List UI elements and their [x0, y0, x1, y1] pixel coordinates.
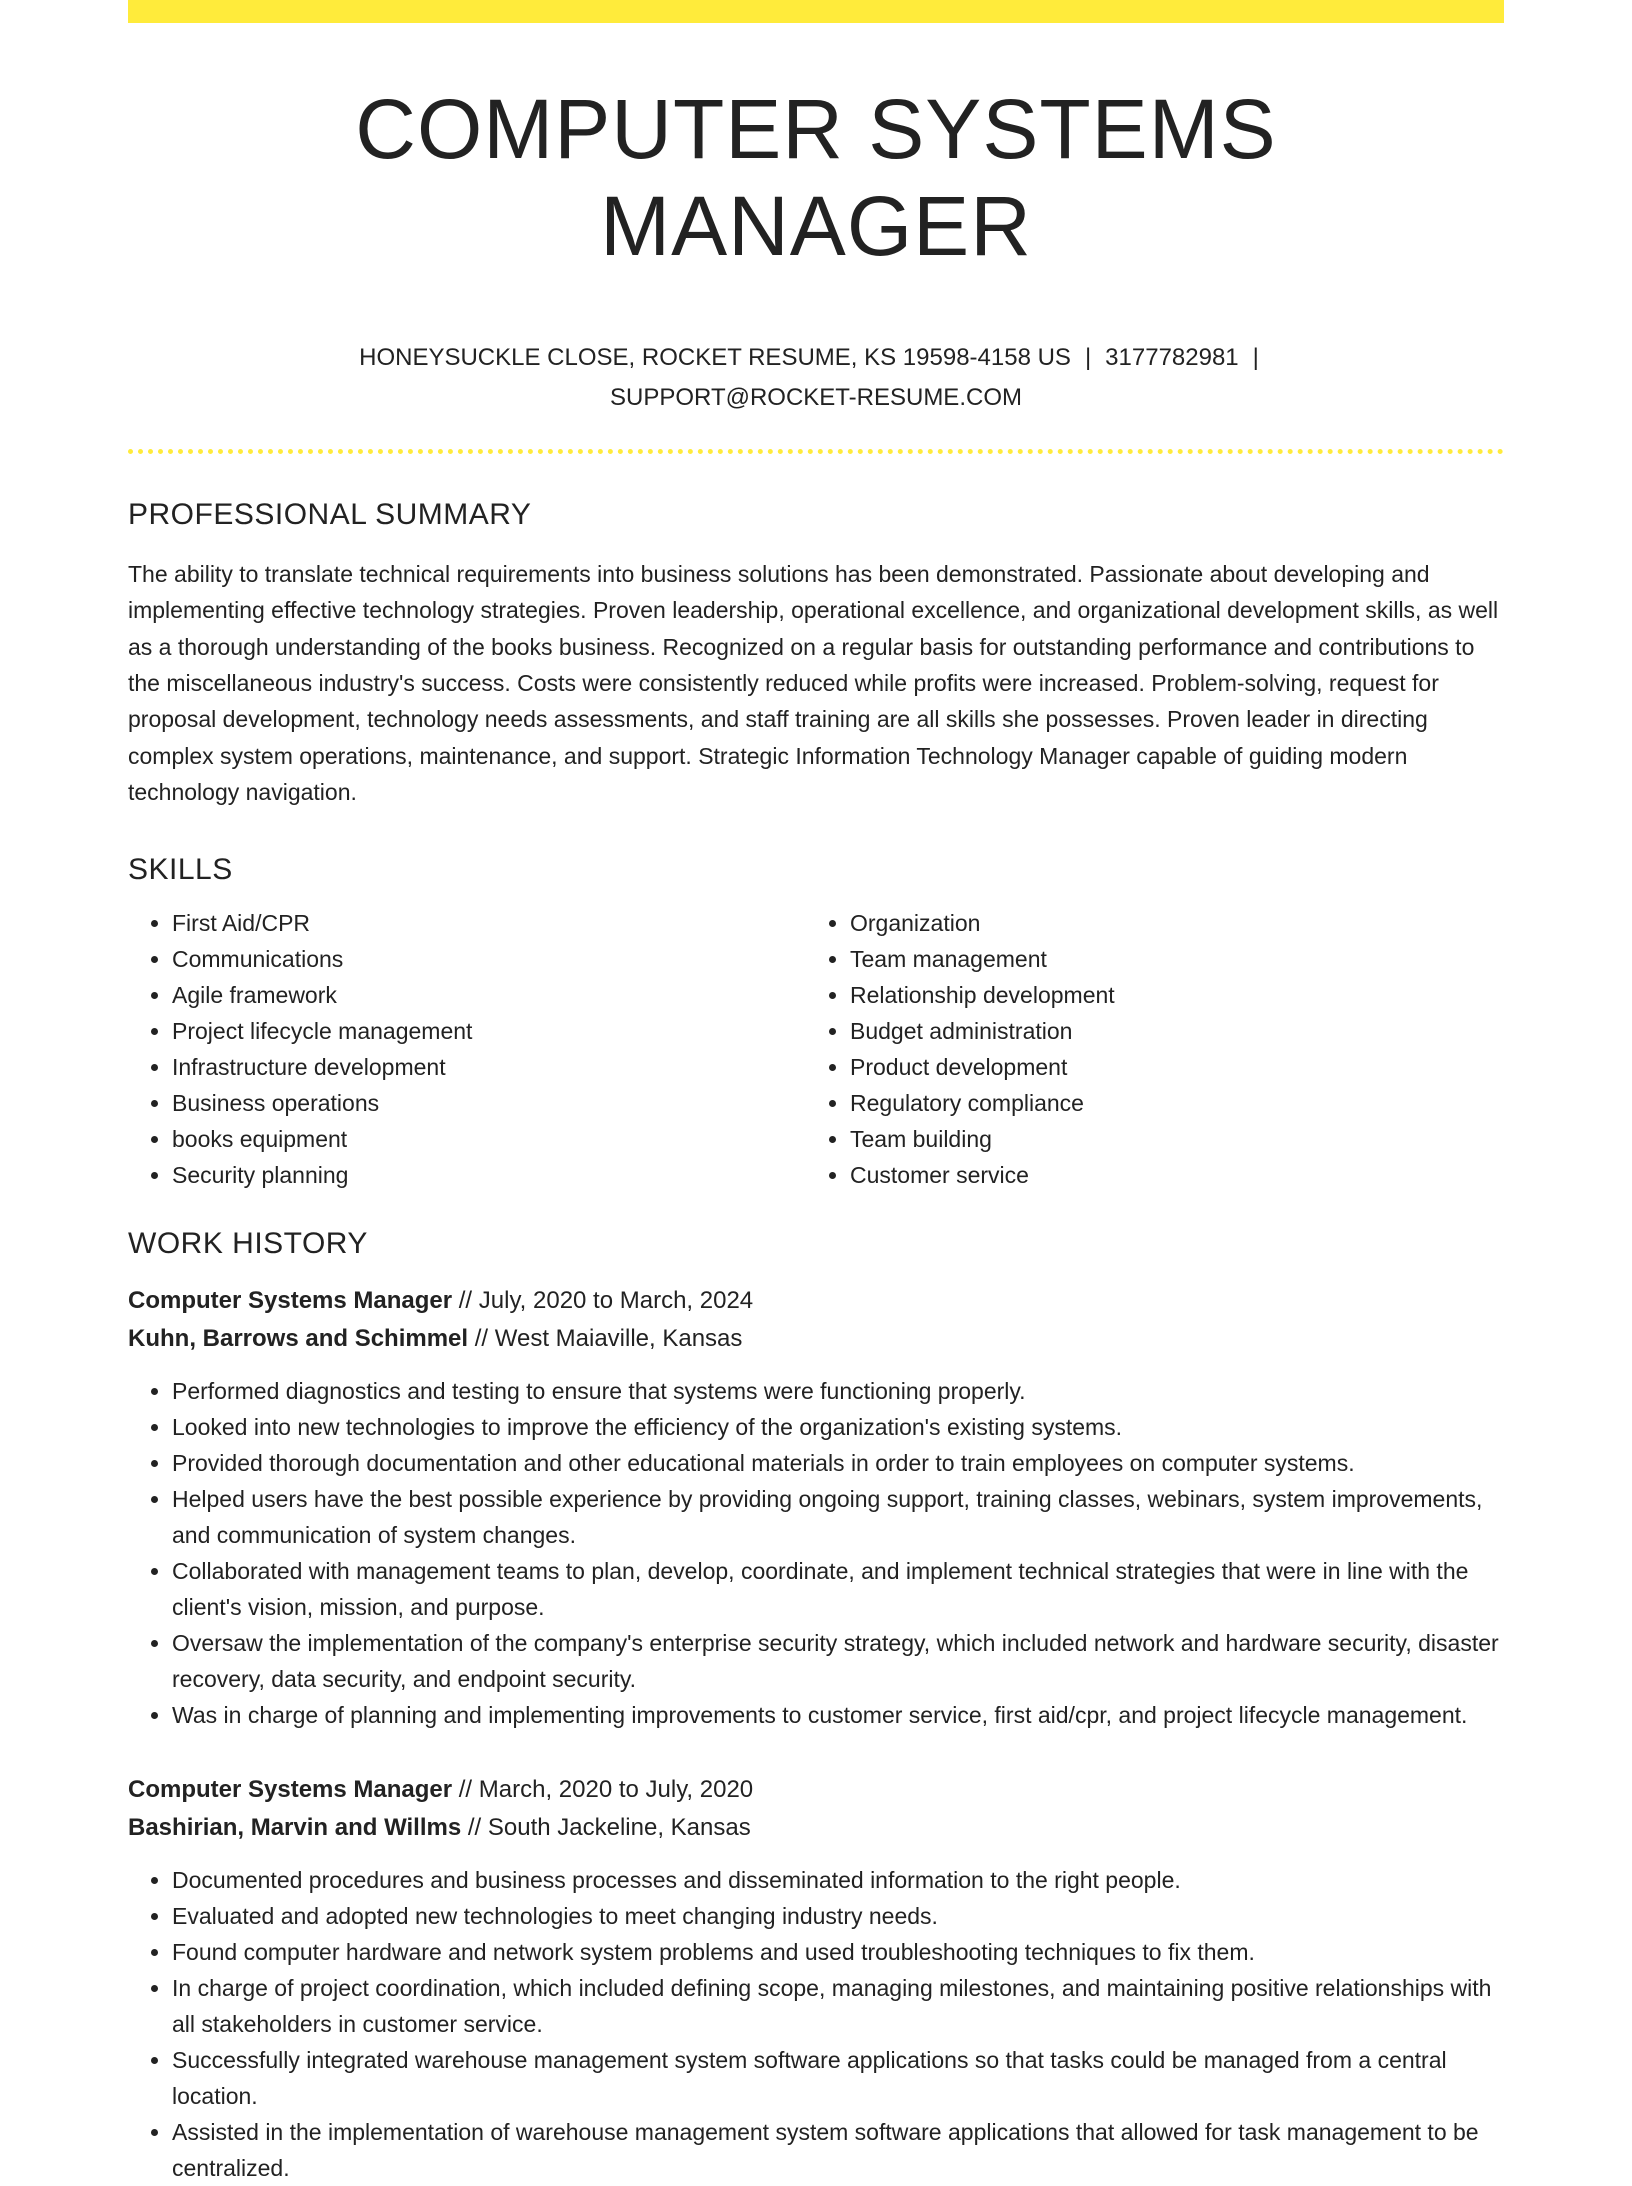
dotted-divider	[128, 449, 1504, 454]
section-title-skills: SKILLS	[128, 853, 233, 887]
job-bullet: • Found computer hardware and network system problems and used troubleshooting techniques to fix them.	[172, 1934, 1504, 1970]
skill-item: • Communications	[172, 941, 806, 977]
job-bullet: • Provided thorough documentation and other educational materials in order to train employees on computer systems.	[172, 1445, 1504, 1481]
job-location: // South Jackeline, Kansas	[461, 1814, 751, 1842]
job-dates: // July, 2020 to March, 2024	[452, 1287, 754, 1315]
job-bullet: • Collaborated with management teams to plan, develop, coordinate, and implement technical strategies that were in line with the client's vision, mission, and purpose.	[172, 1553, 1504, 1625]
job-dates: // March, 2020 to July, 2020	[452, 1776, 754, 1804]
contact-separator: |	[1084, 344, 1092, 372]
skill-item: • Team building	[850, 1121, 1484, 1157]
job-bullet: • Performed diagnostics and testing to ensure that systems were functioning properly.	[172, 1373, 1504, 1409]
skill-item: • Agile framework	[172, 977, 806, 1013]
job-bullets	[128, 1373, 1504, 1733]
contact-phone: 3177782981	[1105, 344, 1239, 372]
section-title-summary: PROFESSIONAL SUMMARY	[128, 498, 532, 532]
skill-item: • Customer service	[850, 1157, 1484, 1193]
skill-item: • Relationship development	[850, 977, 1484, 1013]
job-bullet: • Evaluated and adopted new technologies to meet changing industry needs.	[172, 1898, 1504, 1934]
candidate-name: COMPUTER SYSTEMS MANAGER	[355, 82, 1277, 273]
skill-item: • Organization	[850, 905, 1484, 941]
skill-item: • Business operations	[172, 1085, 806, 1121]
skills-column-right	[806, 905, 1484, 1193]
job-company-line	[128, 1809, 1504, 1847]
job-company-line	[128, 1320, 1504, 1358]
skill-item: • Project lifecycle management	[172, 1013, 806, 1049]
job-bullets	[128, 1862, 1504, 2186]
summary-text: The ability to translate technical requirements into business solutions has been demonstrated. Passionate about developing and implementing effective technology strategies. Proven leadership, operational excellence, and organizational development skills, as well as a thorough understanding of the books business. Recognized on a regular basis for outstanding performance and contributions to the miscellaneous industry's success. Costs were consistently reduced while profits were increased. Problem-solving, request for proposal development, technology needs assessments, and staff training are all skills she possesses. Proven leader in directing complex system operations, maintenance, and support. Strategic Information Technology Manager capable of guiding modern technology navigation.	[128, 561, 1499, 805]
job-title: Computer Systems Manager	[128, 1287, 453, 1315]
accent-top-bar	[128, 0, 1504, 23]
contact-address: HONEYSUCKLE CLOSE, ROCKET RESUME, KS 19598-4158 US	[359, 344, 1071, 372]
contact-separator: |	[1252, 344, 1259, 372]
skills-list	[128, 905, 1504, 1193]
job-bullet: • Documented procedures and business processes and disseminated information to the right people.	[172, 1862, 1504, 1898]
job-title: Computer Systems Manager	[128, 1776, 453, 1804]
job-bullet: • In charge of project coordination, which included defining scope, managing milestones, and maintaining positive relationships with all stakeholders in customer service.	[172, 1970, 1504, 2042]
job-bullet: • Oversaw the implementation of the company's enterprise security strategy, which included network and hardware security, disaster recovery, data security, and endpoint security.	[172, 1625, 1504, 1697]
skill-item: • Security planning	[172, 1157, 806, 1193]
skill-item: • Product development	[850, 1049, 1484, 1085]
job-title-line	[128, 1282, 1504, 1320]
job-company: Kuhn, Barrows and Schimmel	[128, 1325, 469, 1353]
job-bullet: • Looked into new technologies to improve the efficiency of the organization's existing systems.	[172, 1409, 1504, 1445]
skill-item: • First Aid/CPR	[172, 905, 806, 941]
job-entry	[128, 1282, 1504, 1733]
job-bullet: • Successfully integrated warehouse management system software applications so that tasks could be managed from a central location.	[172, 2042, 1504, 2114]
job-location: // West Maiaville, Kansas	[468, 1325, 743, 1353]
skills-column-left	[128, 905, 806, 1193]
job-bullet: • Was in charge of planning and implementing improvements to customer service, first aid/cpr, and project lifecycle management.	[172, 1697, 1504, 1733]
skill-item: • Team management	[850, 941, 1484, 977]
job-bullet: • Assisted in the implementation of warehouse management system software applications that allowed for task management to be centralized.	[172, 2114, 1504, 2186]
job-entry	[128, 1771, 1504, 2186]
job-company: Bashirian, Marvin and Willms	[128, 1814, 462, 1842]
skill-item: • Regulatory compliance	[850, 1085, 1484, 1121]
skill-item: • Infrastructure development	[172, 1049, 806, 1085]
contact-info	[316, 338, 1316, 418]
skill-item: • Budget administration	[850, 1013, 1484, 1049]
skill-item: • books equipment	[172, 1121, 806, 1157]
resume-content	[128, 0, 1504, 2186]
job-bullet: • Helped users have the best possible experience by providing ongoing support, training classes, webinars, system improvements, and communication of system changes.	[172, 1481, 1504, 1553]
contact-email: SUPPORT@ROCKET-RESUME.COM	[610, 384, 1022, 412]
section-title-work-history: WORK HISTORY	[128, 1227, 368, 1261]
job-title-line	[128, 1771, 1504, 1809]
